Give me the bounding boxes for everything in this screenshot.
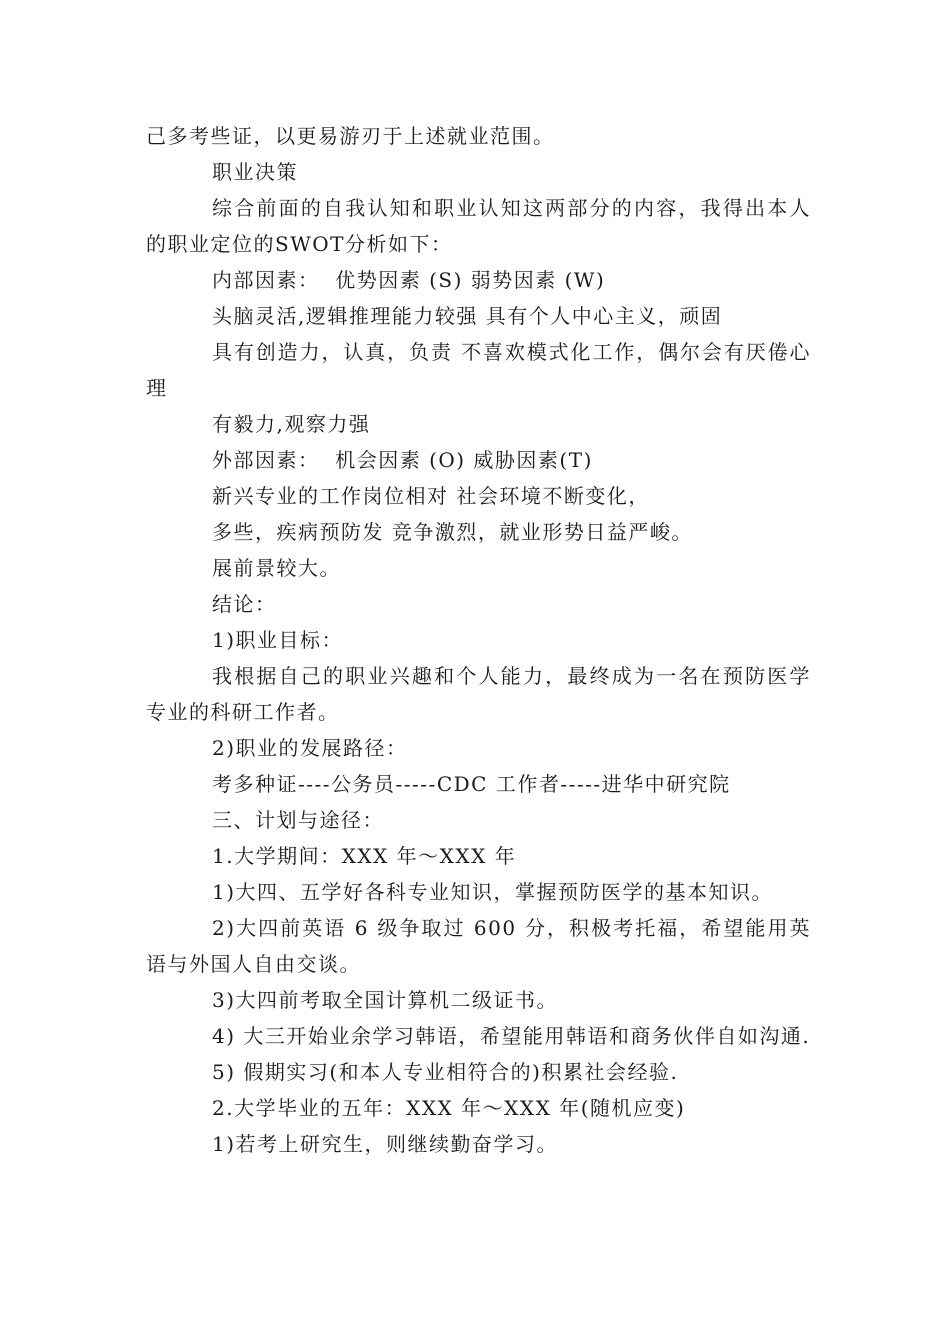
paragraph: 我根据自己的职业兴趣和个人能力，最终成为一名在预防医学专业的科研工作者。 bbox=[146, 664, 811, 724]
list-item: 2.大学毕业的五年：XXX 年～XXX 年(随机应变) bbox=[212, 1096, 686, 1120]
swot-row: 具有创造力，认真，负责 不喜欢模式化工作，偶尔会有厌倦心理 bbox=[146, 340, 811, 400]
document-body bbox=[146, 118, 811, 1162]
swot-internal-header: 内部因素： 优势因素 (S) 弱势因素 (W) bbox=[212, 268, 606, 292]
list-item: 1)职业目标： bbox=[212, 628, 344, 652]
paragraph: 考多种证----公务员-----CDC 工作者-----进华中研究院 bbox=[212, 772, 731, 796]
list-item: 2)大四前英语 6 级争取过 600 分，积极考托福，希望能用英语与外国人自由交谈。 bbox=[146, 916, 811, 976]
paragraph: 综合前面的自我认知和职业认知这两部分的内容，我得出本人的职业定位的SWOT分析如下： bbox=[146, 196, 811, 256]
swot-row: 有毅力,观察力强 bbox=[212, 412, 371, 436]
list-item: 3)大四前考取全国计算机二级证书。 bbox=[212, 988, 559, 1012]
paragraph: 己多考些证，以更易游刃于上述就业范围。 bbox=[146, 124, 555, 148]
swot-row: 新兴专业的工作岗位相对 社会环境不断变化， bbox=[212, 484, 650, 508]
swot-row: 展前景较大。 bbox=[212, 556, 341, 580]
section-heading: 三、计划与途径： bbox=[212, 808, 384, 832]
list-item: 1)大四、五学好各科专业知识，掌握预防医学的基本知识。 bbox=[212, 880, 774, 904]
list-item: 4) 大三开始业余学习韩语，希望能用韩语和商务伙伴自如沟通. bbox=[212, 1024, 811, 1048]
section-heading: 结论： bbox=[212, 592, 277, 616]
list-item: 1.大学期间：XXX 年～XXX 年 bbox=[212, 844, 517, 868]
list-item: 1)若考上研究生，则继续勤奋学习。 bbox=[212, 1132, 559, 1156]
swot-row: 头脑灵活,逻辑推理能力较强 具有个人中心主义，顽固 bbox=[212, 304, 723, 328]
swot-row: 多些，疾病预防发 竞争激烈，就业形势日益严峻。 bbox=[212, 520, 693, 544]
list-item: 2)职业的发展路径： bbox=[212, 736, 408, 760]
list-item: 5) 假期实习(和本人专业相符合的)积累社会经验. bbox=[212, 1060, 679, 1084]
section-heading: 职业决策 bbox=[212, 160, 298, 184]
swot-external-header: 外部因素： 机会因素 (O) 威胁因素(T) bbox=[212, 448, 593, 472]
